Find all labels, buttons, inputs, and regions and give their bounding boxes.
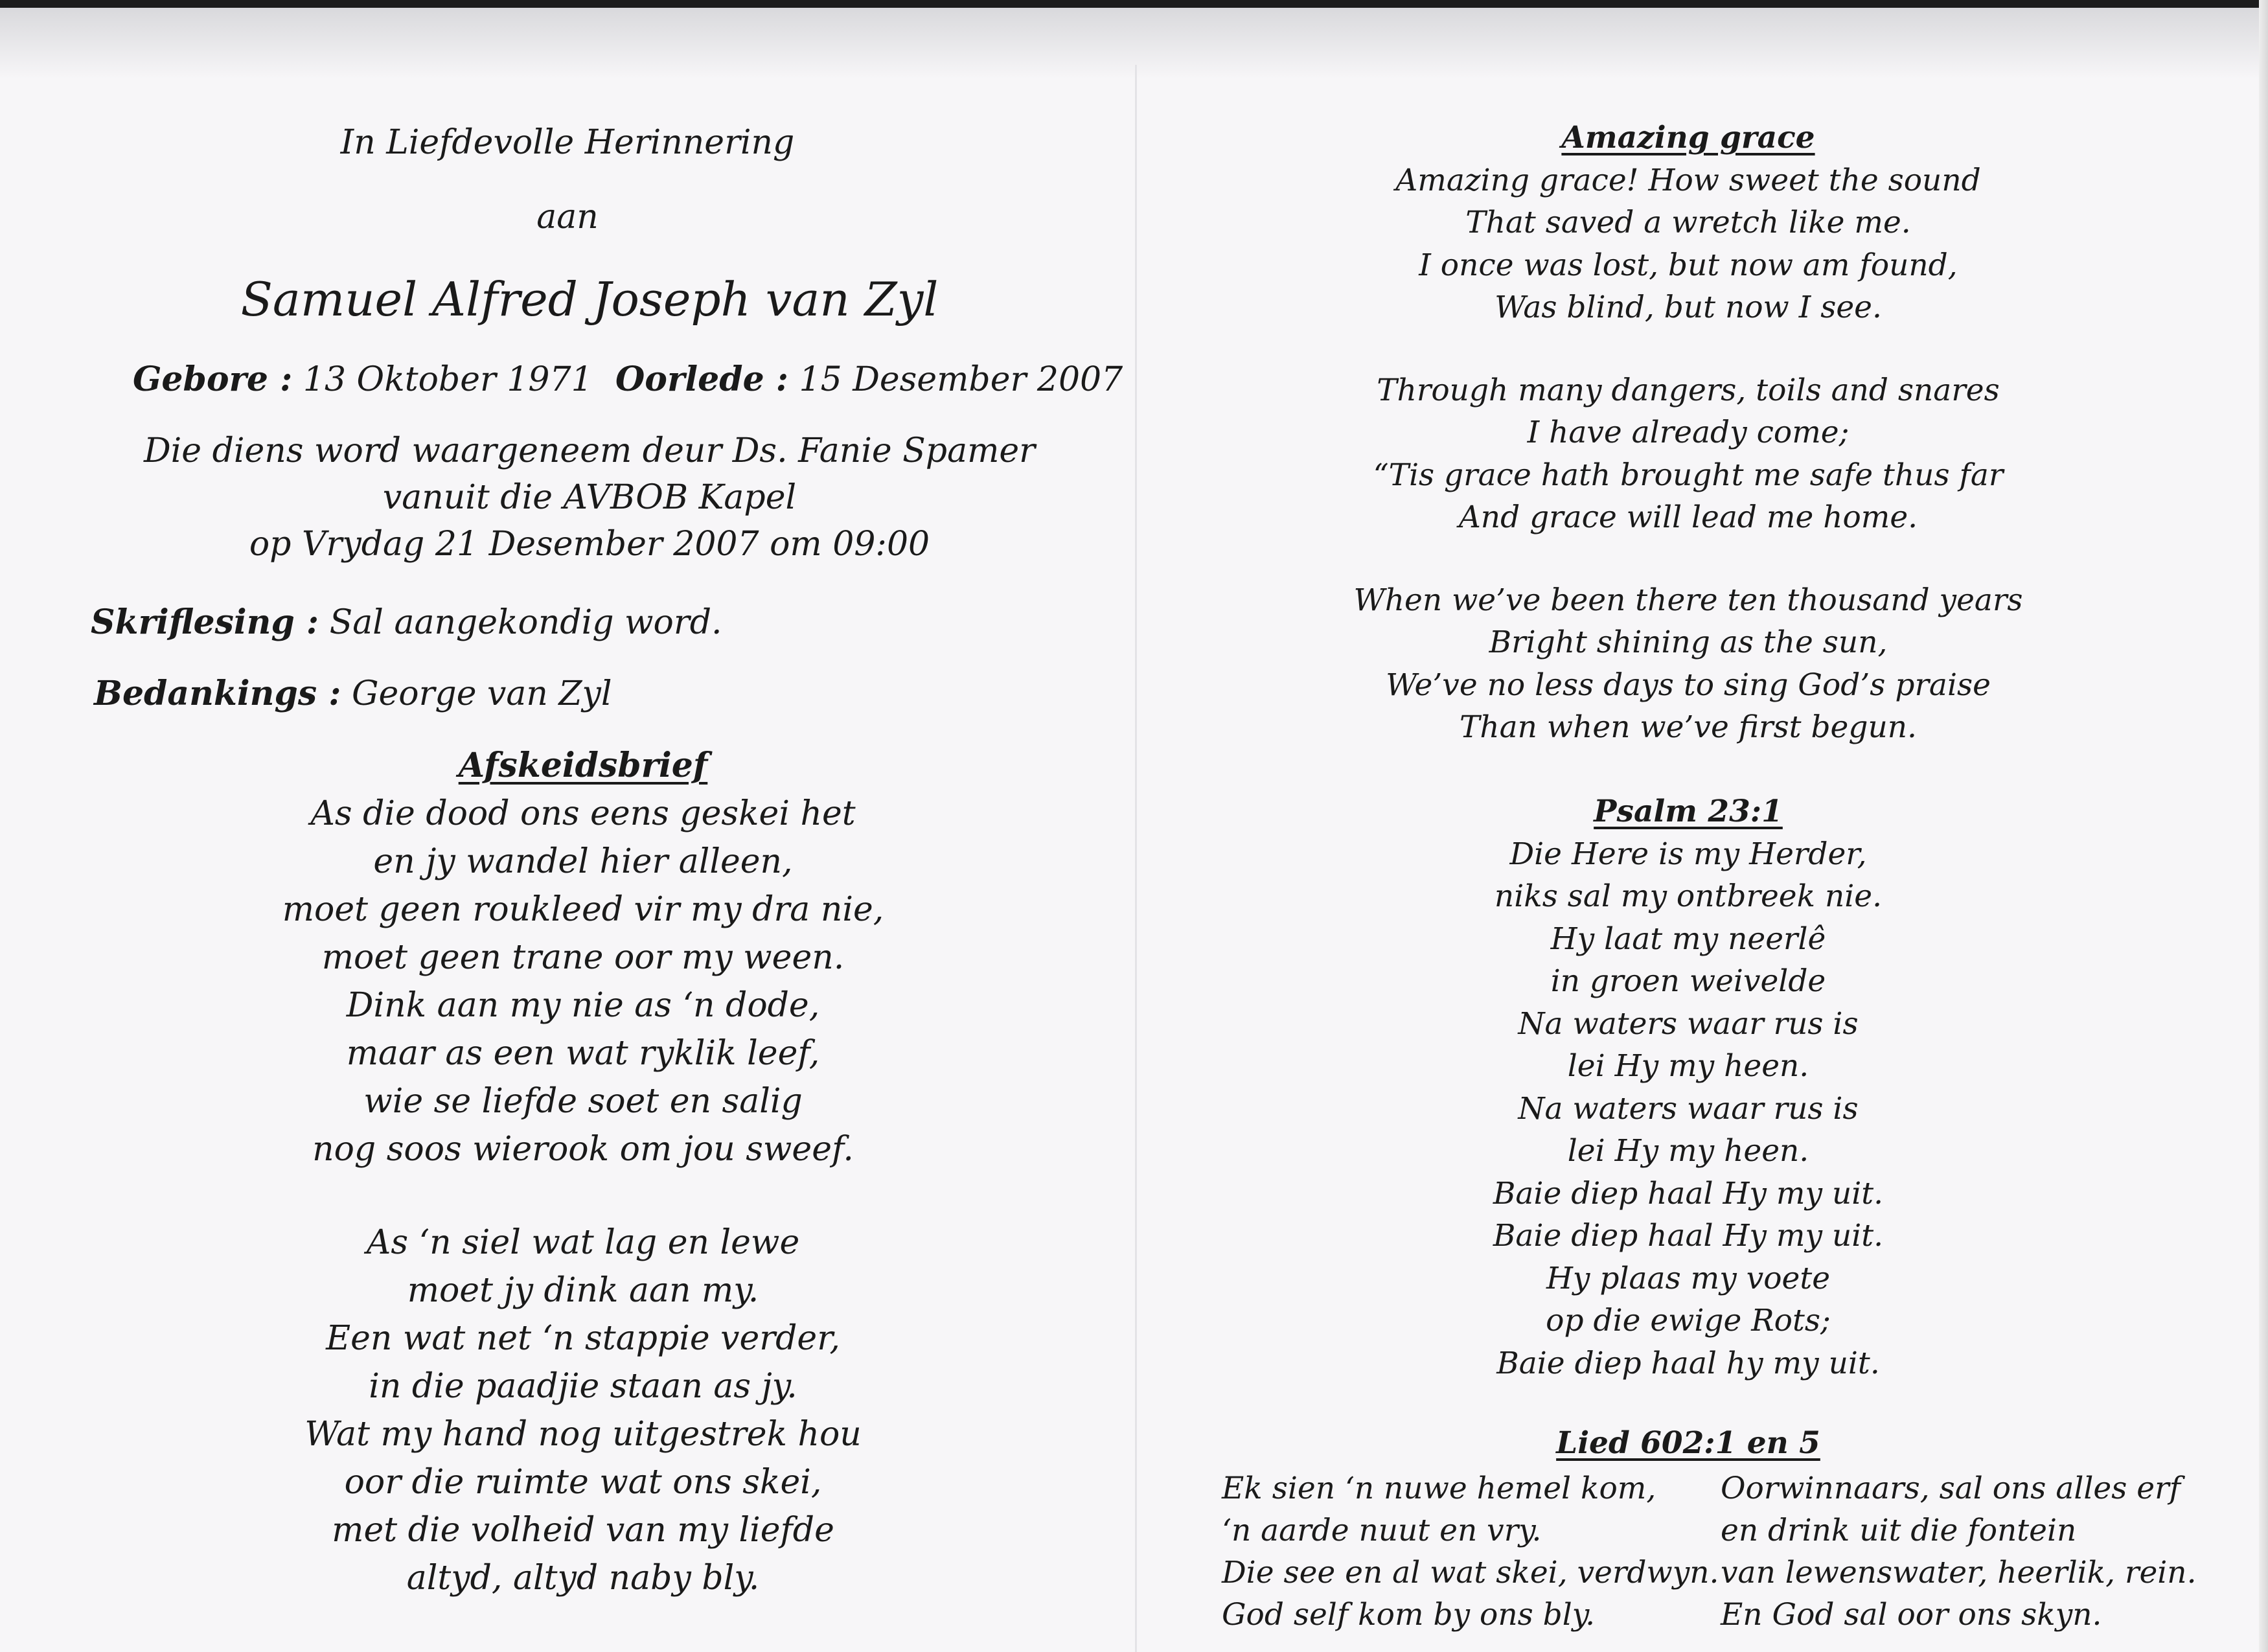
birth-date: 13 Oktober 1971 [303,360,593,399]
poem-line: Wat my hand nog uitgestrek hou [304,1415,862,1454]
death-label: Oorlede : [615,360,788,399]
psalm-line: in groen weivelde [1550,963,1826,999]
poem-line: in die paadjie staan as jy. [369,1367,797,1406]
right-panel [1138,0,2268,1652]
hymn-amazing-grace [1138,117,2239,749]
poem-line: Een wat net ‘n stappie verder, [326,1319,840,1358]
thanks-line [94,674,612,713]
thanks-text: George van Zyl [351,674,612,713]
poem-line: maar as een wat ryklik leef, [346,1034,820,1073]
stanza-gap [1138,329,2239,369]
hymn-line: I once was lost, but now am found, [1419,247,1958,283]
song-verse-1 [1222,1467,1719,1636]
poem-line: Dink aan my nie as ‘n dode, [346,986,820,1025]
song-verse-5 [1721,1467,2197,1636]
poem-line: oor die ruimte wat ons skei, [344,1463,822,1502]
death-line [615,360,1123,399]
death-date: 15 Desember 2007 [799,360,1123,399]
poem-title: Afskeidsbrief [458,746,708,785]
poem-line: moet geen roukleed vir my dra nie, [282,890,884,929]
song-line: Oorwinnaars, sal ons alles erf [1721,1471,2181,1506]
hymn-line: We’ve no less days to sing God’s praise [1386,667,1991,703]
service-line: vanuit die AVBOB Kapel [382,478,797,517]
hymn-line: And grace will lead me home. [1458,499,1918,535]
thanks-label: Bedankings : [94,674,341,713]
psalm-line: Baie diep haal hy my uit. [1496,1345,1880,1381]
psalm-line: Na waters waar rus is [1518,1090,1859,1127]
poem-line: en jy wandel hier alleen, [373,842,793,881]
hymn-line: Was blind, but now I see. [1495,290,1882,325]
psalm-line: Hy laat my neerlê [1550,921,1826,957]
hymn-line: Than when we’ve first begun. [1460,709,1917,745]
service-info [0,428,1179,568]
psalm-23 [1138,790,2239,1384]
psalm-line: Baie diep haal Hy my uit. [1493,1218,1884,1254]
memory-heading: In Liefdevolle Herinnering [340,123,795,162]
psalm-line: Hy plaas my voete [1546,1260,1831,1296]
stanza-gap [0,1173,1166,1219]
hymn-line: Amazing grace! How sweet the sound [1395,162,1981,198]
psalm-line: Die Here is my Herder, [1509,836,1867,872]
poem-line: altyd, altyd naby bly. [406,1559,760,1598]
poem-line: moet geen trane oor my ween. [321,938,845,977]
birth-line [133,360,593,399]
psalm-line: lei Hy my heen. [1567,1048,1809,1084]
hymn-line: Through many dangers, toils and snares [1377,372,2000,408]
service-line: Die diens word waargeneem deur Ds. Fanie Spamer [143,431,1036,470]
hymn-line: That saved a wretch like me. [1465,205,1911,240]
memory-to: aan [536,198,599,236]
poem-line: wie se liefde soet en salig [363,1082,803,1121]
psalm-line: lei Hy my heen. [1567,1133,1809,1169]
poem-line: As ‘n siel wat lag en lewe [366,1223,800,1262]
service-line: op Vrydag 21 Desember 2007 om 09:00 [249,525,930,564]
song-line: ‘n aarde nuut en vry. [1222,1513,1542,1548]
farewell-poem [0,742,1166,1602]
hymn-line: “Tis grace hath brought me safe thus far [1373,457,2004,493]
psalm-line: Baie diep haal Hy my uit. [1493,1175,1884,1211]
poem-line: met die volheid van my liefde [332,1511,834,1550]
poem-line: As die dood ons eens geskei het [310,794,856,833]
hymn-title: Amazing grace [1561,120,1815,155]
hymn-line: Bright shining as the sun, [1489,625,1888,660]
song-line: God self kom by ons bly. [1222,1597,1596,1633]
psalm-line: niks sal my ontbreek nie. [1494,878,1883,914]
psalm-line: Na waters waar rus is [1518,1005,1859,1042]
psalm-line: op die ewige Rots; [1546,1303,1831,1338]
song-line: En God sal oor ons skyn. [1721,1597,2102,1633]
deceased-name: Samuel Alfred Joseph van Zyl [240,272,939,327]
song-line: en drink uit die fontein [1721,1513,2077,1548]
reading-line [91,602,722,642]
song-line: van lewenswater, heerlik, rein. [1721,1555,2197,1590]
hymn-line: When we’ve been there ten thousand years [1353,582,2023,618]
psalm-title: Psalm 23:1 [1594,794,1783,829]
hymn-line: I have already come; [1527,415,1850,450]
reading-text: Sal aangekondig word. [329,603,722,642]
song-title: Lied 602:1 en 5 [1556,1425,1820,1461]
reading-label: Skriflesing : [91,602,319,642]
poem-line: nog soos wierook om jou sweef. [312,1130,854,1169]
birth-label: Gebore : [133,360,293,399]
stanza-gap [1138,539,2239,579]
poem-line: moet jy dink aan my. [407,1271,759,1310]
song-line: Die see en al wat skei, verdwyn. [1222,1555,1719,1590]
song-line: Ek sien ‘n nuwe hemel kom, [1222,1471,1656,1506]
